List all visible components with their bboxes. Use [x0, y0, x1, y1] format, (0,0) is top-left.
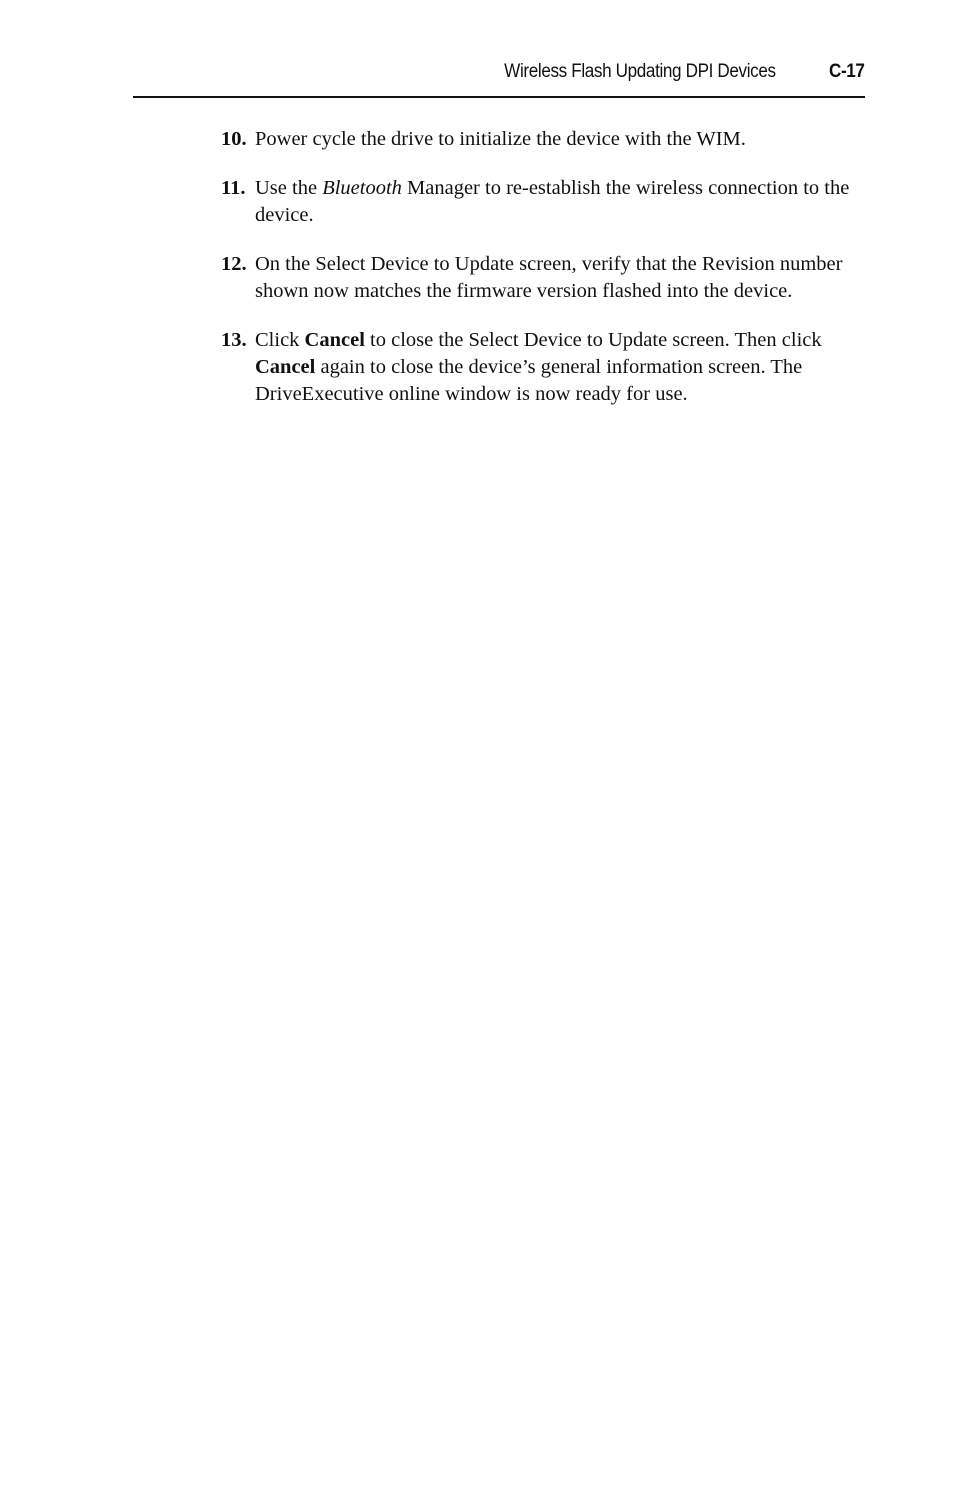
- step-text: Power cycle the drive to initialize the device with the WIM.: [255, 128, 746, 150]
- step-11: [221, 175, 871, 229]
- step-13: [221, 327, 871, 408]
- cancel-term: Cancel: [304, 329, 365, 351]
- step-text: [255, 327, 871, 408]
- step-10: [221, 126, 871, 153]
- cancel-term: Cancel: [255, 356, 316, 378]
- bluetooth-term: Bluetooth: [322, 177, 402, 199]
- running-header-title: Wireless Flash Updating DPI Devices: [504, 61, 776, 82]
- step-number: 12.: [221, 253, 247, 275]
- page-header: [133, 60, 865, 86]
- step-text-segment: to close the Select Device to Update screen. Then click: [364, 329, 822, 351]
- step-12: [221, 251, 871, 305]
- step-number: 11.: [221, 177, 246, 199]
- step-number: 10.: [221, 128, 247, 150]
- step-text: On the Select Device to Update screen, verify that the Revision number shown now matches the firmware version flashed into the device.: [255, 253, 843, 302]
- step-text-segment: Manager to re-establish the wireless connection to the device.: [255, 177, 850, 226]
- step-number: 13.: [221, 329, 247, 351]
- step-text-segment: Click: [255, 329, 305, 351]
- page-number: C-17: [829, 61, 865, 82]
- step-text: [255, 175, 871, 229]
- procedure-steps: [221, 126, 871, 430]
- header-rule: [133, 96, 865, 98]
- step-text-segment: again to close the device’s general information screen. The DriveExecutive online window is now ready for use.: [255, 356, 803, 405]
- step-text-segment: Use the: [255, 177, 323, 199]
